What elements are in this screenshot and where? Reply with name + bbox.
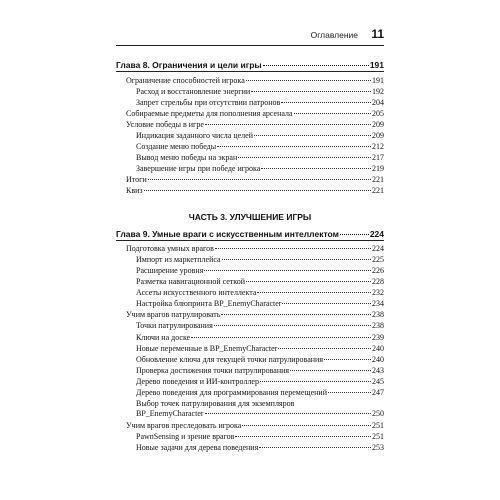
toc-chapter-8[interactable] xyxy=(116,61,384,70)
toc-leader xyxy=(204,270,371,271)
toc-title: Ограничение способностей игрока xyxy=(126,76,245,85)
toc-entry[interactable] xyxy=(136,299,384,308)
toc-title: Глава 8. Ограничения и цели игры xyxy=(116,60,262,70)
toc-page: 224 xyxy=(369,229,384,239)
toc-page: 205 xyxy=(372,109,384,118)
toc-page: 240 xyxy=(372,344,384,353)
toc-title: Проверка достижения точки патрулирования xyxy=(136,366,290,375)
toc-title: Ключи на доске xyxy=(136,333,191,342)
toc-leader xyxy=(340,234,369,235)
toc-entry[interactable] xyxy=(136,142,384,151)
toc-title: Квиз xyxy=(126,186,143,195)
toc-leader xyxy=(257,292,371,293)
toc-title: Вывод меню победы на экран xyxy=(136,153,238,162)
toc-leader xyxy=(294,113,371,114)
toc-entry[interactable] xyxy=(126,244,384,253)
toc-title: Точки патрулирования xyxy=(136,321,213,330)
toc-title: Импорт из маркетплейса xyxy=(136,255,221,264)
toc-entry[interactable] xyxy=(126,310,384,319)
toc-entry[interactable] xyxy=(136,98,384,107)
toc-entry[interactable] xyxy=(136,288,384,297)
toc-leader xyxy=(324,359,371,360)
toc-page: 247 xyxy=(372,388,384,397)
toc-title: Новые переменные в BP_EnemyCharacter xyxy=(136,344,278,353)
toc-title: Собираемые предметы для пополнения арсенала xyxy=(126,109,293,118)
toc-page: 221 xyxy=(372,175,384,184)
toc-title: Новые задачи для дерева поведения xyxy=(136,443,259,452)
toc-entry[interactable] xyxy=(136,409,384,418)
toc-leader xyxy=(281,102,371,103)
toc-page: 225 xyxy=(372,255,384,264)
toc-leader xyxy=(238,157,371,158)
toc-page: 240 xyxy=(372,355,384,364)
toc-page: 226 xyxy=(372,266,384,275)
toc-entry[interactable] xyxy=(136,388,384,397)
toc-page: 253 xyxy=(372,443,384,452)
toc-leader xyxy=(205,124,371,125)
toc-entry[interactable] xyxy=(136,131,384,140)
toc-entry[interactable] xyxy=(126,186,384,195)
toc-page: 228 xyxy=(372,277,384,286)
toc-entry[interactable] xyxy=(136,432,384,441)
part-heading: ЧАСТЬ 3. УЛУЧШЕНИЕ ИГРЫ xyxy=(188,212,312,222)
toc-title: Учим врагов патрулировать xyxy=(126,310,221,319)
toc-chapter-9[interactable] xyxy=(116,230,384,239)
toc-leader xyxy=(254,135,371,136)
toc-leader xyxy=(144,190,371,191)
toc-title: PawnSensing и зрение врагов xyxy=(136,432,235,441)
toc-page: 209 xyxy=(372,120,384,129)
toc-title: Итоги xyxy=(126,175,147,184)
toc-entry[interactable] xyxy=(136,333,384,342)
header-page-number: 11 xyxy=(371,27,384,41)
toc-entry[interactable] xyxy=(126,421,384,430)
toc-leader xyxy=(215,248,371,249)
toc-page: 251 xyxy=(372,432,384,441)
toc-entry[interactable] xyxy=(136,266,384,275)
toc-leader xyxy=(246,80,371,81)
toc-entry[interactable] xyxy=(136,355,384,364)
chapter-rule xyxy=(116,240,384,241)
toc-entry[interactable] xyxy=(136,277,384,286)
toc-page: 238 xyxy=(372,310,384,319)
toc-entry[interactable] xyxy=(126,120,384,129)
toc-title: Обновление ключа для текущей точки патрулирования xyxy=(136,355,324,364)
toc-page: 217 xyxy=(372,153,384,162)
toc-page: 191 xyxy=(369,60,384,70)
toc-page: 232 xyxy=(372,288,384,297)
toc-page: 238 xyxy=(372,321,384,330)
toc-leader xyxy=(242,425,371,426)
toc-entry[interactable] xyxy=(136,344,384,353)
toc-entry[interactable] xyxy=(136,164,384,173)
toc-leader xyxy=(263,65,369,66)
toc-page: 192 xyxy=(372,87,384,96)
toc-title: Индикация заданного числа целей xyxy=(136,131,253,140)
toc-leader xyxy=(282,303,371,304)
toc-leader xyxy=(260,381,371,382)
toc-page: 250 xyxy=(372,409,384,418)
toc-page: 251 xyxy=(372,421,384,430)
toc-leader xyxy=(290,370,371,371)
toc-title: Создание меню победы xyxy=(136,142,217,151)
toc-page: 245 xyxy=(372,377,384,386)
toc-title: Ассеты искусственного интеллекта xyxy=(136,288,257,297)
toc-title: Дерево поведения и ИИ-контроллер xyxy=(136,377,259,386)
toc-leader xyxy=(251,91,371,92)
toc-leader xyxy=(217,146,371,147)
toc-page: 243 xyxy=(372,366,384,375)
header-section-title: Оглавление xyxy=(310,30,358,40)
toc-title: Подготовка умных врагов xyxy=(126,244,214,253)
toc-title: Расширение уровня xyxy=(136,266,204,275)
toc-leader xyxy=(205,413,371,414)
toc-leader xyxy=(246,281,371,282)
toc-leader xyxy=(261,168,371,169)
toc-leader xyxy=(222,259,371,260)
toc-page: 234 xyxy=(372,299,384,308)
toc-entry[interactable] xyxy=(126,175,384,184)
toc-title: Запрет стрельбы при отсутствии патронов xyxy=(136,98,281,107)
toc-entry[interactable] xyxy=(136,366,384,375)
toc-entry[interactable] xyxy=(126,76,384,85)
toc-page: 204 xyxy=(372,98,384,107)
toc-entry[interactable] xyxy=(126,109,384,118)
toc-title: BP_EnemyCharacter xyxy=(136,409,204,418)
toc-title: Дерево поведения для программирования перемещений xyxy=(136,388,327,397)
toc-title: Разметка навигационной сеткой xyxy=(136,277,246,286)
toc-page: 212 xyxy=(372,142,384,151)
toc-leader xyxy=(221,314,371,315)
toc-entry-line1[interactable]: Выбор точек патрулирования для экземпляров xyxy=(136,399,295,408)
toc-entry[interactable] xyxy=(136,377,384,386)
toc-entry[interactable] xyxy=(136,153,384,162)
running-header xyxy=(116,27,384,46)
toc-entry[interactable] xyxy=(136,443,384,452)
toc-entry[interactable] xyxy=(136,87,384,96)
toc-page: 219 xyxy=(372,164,384,173)
toc-leader xyxy=(235,436,371,437)
toc-leader xyxy=(214,325,371,326)
toc-page: 221 xyxy=(372,186,384,195)
toc-title: Глава 9. Умные враги с искусственным интеллектом xyxy=(116,229,339,239)
toc-title: Расход и восстановление энергии xyxy=(136,87,251,96)
toc-page: 239 xyxy=(372,333,384,342)
toc-leader xyxy=(259,447,371,448)
toc-entry[interactable] xyxy=(136,255,384,264)
toc-leader xyxy=(328,392,371,393)
toc-page: 191 xyxy=(372,76,384,85)
toc-entry[interactable] xyxy=(136,321,384,330)
toc-page: 209 xyxy=(372,131,384,140)
toc-leader xyxy=(191,337,371,338)
toc-leader xyxy=(148,179,371,180)
toc-leader xyxy=(278,348,371,349)
toc-title: Настройка блюпринта BP_EnemyCharacter xyxy=(136,299,282,308)
toc-title: Завершение игры при победе игрока xyxy=(136,164,261,173)
toc-title: Условие победы в игре xyxy=(126,120,204,129)
toc-title: Учим врагов преследовать игрока xyxy=(126,421,242,430)
chapter-rule xyxy=(116,71,384,72)
toc-page: 224 xyxy=(372,244,384,253)
